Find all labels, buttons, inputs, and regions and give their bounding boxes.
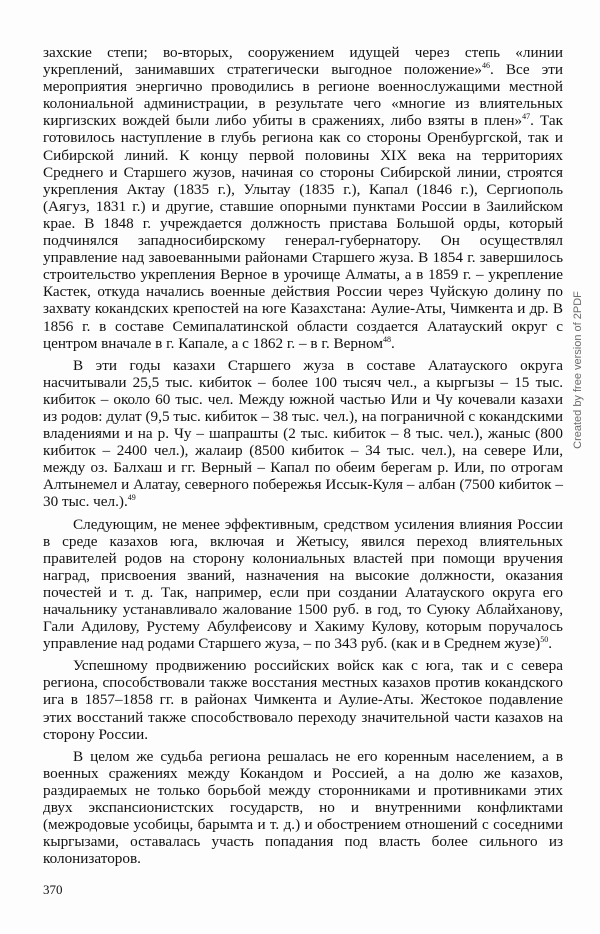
paragraph-5 <box>43 748 563 868</box>
paragraph-4 <box>43 657 563 742</box>
paragraph-1-text-a: захские степи; во-вторых, сооружением идущей через степь «линии укреплений, занимавших стратегически выгодное положение» <box>43 44 563 79</box>
footnote-ref-47: 47 <box>522 112 531 122</box>
paragraph-2 <box>43 357 563 511</box>
footnote-ref-50: 50 <box>540 635 549 645</box>
watermark <box>572 291 592 449</box>
footnote-ref-48: 48 <box>382 334 391 344</box>
watermark-text: Created by free version of 2PDF <box>572 291 584 449</box>
footnote-ref-49: 49 <box>127 493 136 503</box>
paragraph-1-text-d: . <box>390 334 395 352</box>
paragraph-1-text-c: . Так готовилось наступление в глубь региона как со стороны Оренбургской, так и Сибирской линий. К концу первой половины XIX века на территориях Среднего и Старшего жузов, начиная со стороны Сибирской линии, строятся укрепления Актау (1835 г.), Улытау (1835 г.), Капал (1846 г.), Сергиополь (Аягуз, 1831 г.) и другие, ставшие опорными пунктами России в Заилийском крае. В 1848 г. учреждается должность пристава Большой орды, который подчинялся западносибирскому генерал-губернатору. Он осуществлял управление над завоеванными районами Старшего жуза. В 1854 г. завершилось строительство укрепления Верное в урочище Алматы, а в 1859 г. – укрепление Кастек, откуда начались военные действия России через Чуйскую долину по захвату кокандских крепостей на юге Казахстана: Аулие-Аты, Чимкента и др. В 1856 г. в составе Семипалатинской области создается Алатауский округ с центром вначале в г. Капале, а с 1862 г. – в г. Верном <box>43 112 563 352</box>
paragraph-2-text: В эти годы казахи Старшего жуза в составе Алатауского округа насчитывали 25,5 тыс. кибиток – более 100 тысяч чел., а кыргызы – 15 тыс. кибиток – около 60 тыс. чел. Между южной частью Или и Чу кочевали казахи из родов: дулат (9,5 тыс. кибиток – 38 тыс. чел.), на пограничной с кокандскими владениями и на р. Чу – шапрашты (2 тыс. кибиток – 8 тыс. чел.), жаныс (800 кибиток – 2400 чел.), жалаир (8500 кибиток – 34 тыс. чел.), на севере Или, между оз. Балхаш и гг. Верный – Капал по обеим берегам р. Или, по отрогам Алтынемел и Алатау, северного побережья Иссык-Куля – албан (7500 кибиток – 30 тыс. чел.). <box>43 356 563 511</box>
paragraph-1-text-b: . Все эти мероприятия энергично проводились в регионе военнослужащими местной колониальной администрации, в результате чего «многие из влиятельных киргизских вождей были либо убиты в сражениях, либо взяты в плен» <box>43 61 563 130</box>
footnote-ref-46: 46 <box>481 61 490 71</box>
page-number: 370 <box>43 882 63 897</box>
paragraph-5-text: В целом же судьба региона решалась не его коренным населением, а в военных сражениях между Кокандом и Россией, а на долю же казахов, раздираемых не только борьбой между сторонниками и противниками этих двух экспансионистских государств, но и внутренними конфликтами (межродовые усобицы, барымта и т. д.) и обострением отношений с соседними кыргызами, оставалась участь попадания под власть более сильного из колонизаторов. <box>43 747 563 868</box>
paragraph-4-text: Успешному продвижению российских войск как с юга, так и с севера региона, способствовали также восстания местных казахов против кокандского ига в 1857–1858 гг. в районах Чимкента и Аулие-Аты. Жестокое подавление этих восстаний также способствовало переходу значительной части казахов на сторону России. <box>43 657 563 743</box>
paragraph-1 <box>43 44 563 352</box>
body-text <box>43 44 563 872</box>
paragraph-3 <box>43 516 563 653</box>
paragraph-3-text: Следующим, не менее эффективным, средством усиления влияния России в среде казахов юга, включая и Жетысу, явился переход влиятельных правителей родов на сторону колониальных властей при помощи вручения наград, присвоения званий, назначения на высокие должности, оказания почестей и т. д. Так, например, если при создании Алатауского округа его начальнику устанавливало жалование 1500 руб. в год, то Суюку Аблайхановy, Гали Адилову, Рустему Абулфеисову и Хакиму Кулову, которым поручалось управление над родами Старшего жуза, – по 343 руб. (как и в Среднем жузе) <box>43 515 563 653</box>
paragraph-3-tail: . <box>548 635 553 653</box>
